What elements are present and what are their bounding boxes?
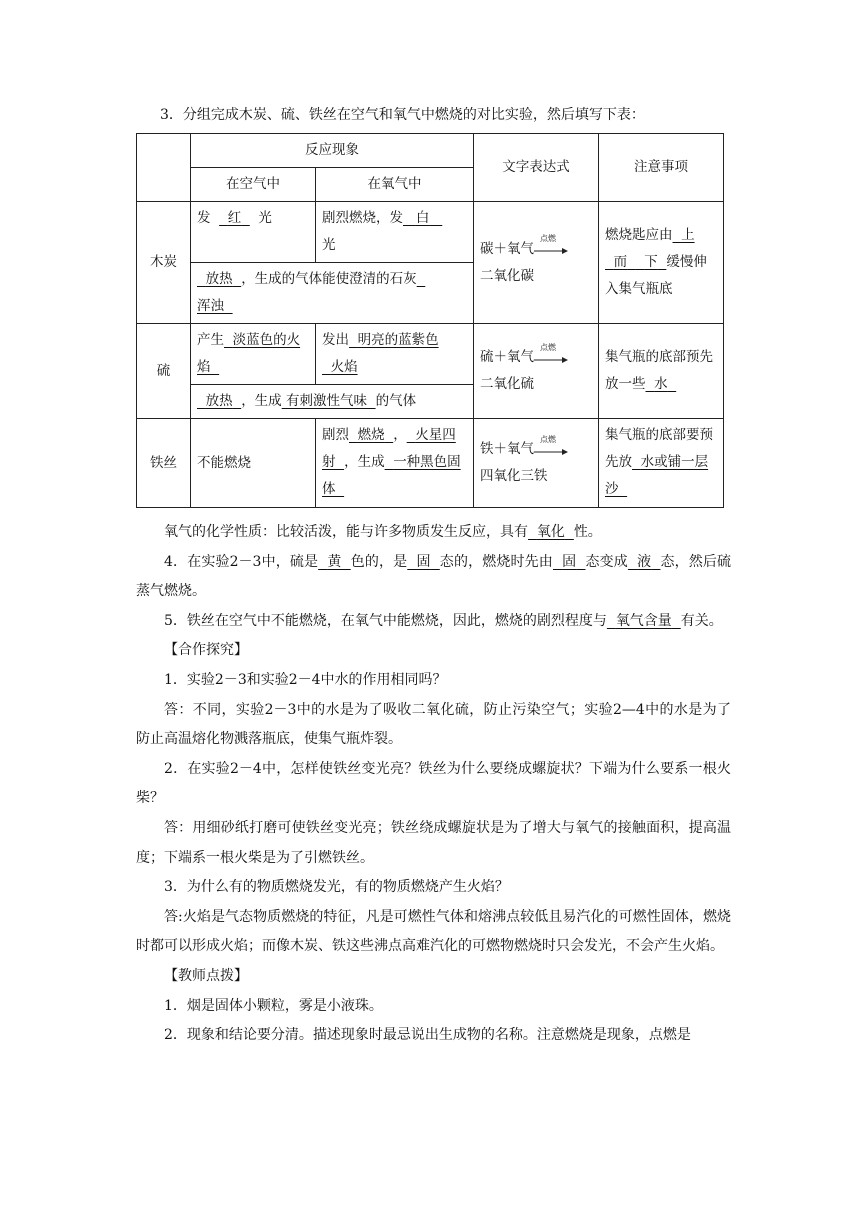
sulfur-bottom-cell: 放热 ，生成 有刺激性气味 的气体 <box>191 385 474 419</box>
teacher-heading: 【教师点拨】 <box>164 967 248 984</box>
arrow-icon: 点燃 <box>534 444 568 456</box>
coop-heading: 【合作探究】 <box>164 642 248 659</box>
header-phenomenon: 反应现象 <box>191 134 474 168</box>
sulfur-note-cell: 集气瓶的底部预先放一些 水 <box>599 324 724 419</box>
sulfur-equation-cell: 硫＋氧气 点燃 二氧化硫 <box>474 324 599 419</box>
teacher-point-2: 2．现象和结论要分清。描述现象时最忌说出生成物的名称。注意燃烧是现象，点燃是 <box>164 1027 691 1044</box>
arrow-icon: 点燃 <box>534 243 568 255</box>
intro-text: 3．分组完成木炭、硫、铁丝在空气和氧气中燃烧的对比实验，然后填写下表： <box>160 107 645 123</box>
question-1: 1．实验2－3和实验2－4中水的作用相同吗？ <box>164 671 447 688</box>
chem-property-paragraph: 氧气的化学性质：比较活泼，能与许多物质发生反应，具有 氧化 性。 <box>164 524 602 540</box>
row-name-sulfur: 硫 <box>137 324 191 419</box>
answer-1: 答：不同，实验2－3中的水是为了吸收二氧化硫，防止污染空气；实验2—4中的水是为了防止高温熔化物溅落瓶底，使集气瓶炸裂。 <box>136 701 731 748</box>
iron-equation-cell: 铁＋氧气 点燃 四氧化三铁 <box>474 419 599 508</box>
charcoal-equation-cell: 碳＋氧气 点燃 二氧化碳 <box>474 202 599 324</box>
question-3: 3．为什么有的物质燃烧发光，有的物质燃烧产生火焰？ <box>164 879 509 896</box>
sulfur-air-cell: 产生 淡蓝色的火焰 <box>191 324 316 385</box>
charcoal-note-cell: 燃烧匙应由 上 而 下 缓慢伸入集气瓶底 <box>599 202 724 324</box>
row-name-charcoal: 木炭 <box>137 202 191 324</box>
sulfur-oxygen-cell: 发出 明亮的蓝紫色 火焰 <box>316 324 474 385</box>
arrow-icon: 点燃 <box>534 352 568 364</box>
item-4-paragraph: 4．在实验2－3中，硫是 黄 色的，是 固 态的，燃烧时先由 固 态变成 液 态，然后硫蒸气燃烧。 <box>136 553 732 600</box>
teacher-point-1: 1．烟是固体小颗粒，雾是小液珠。 <box>164 997 383 1014</box>
iron-oxygen-cell: 剧烈 燃烧 ， 火星四射 ，生成 一种黑色固体 <box>316 419 474 508</box>
iron-note-cell: 集气瓶的底部要预先放 水或铺一层沙 <box>599 419 724 508</box>
row-name-iron-wire: 铁丝 <box>137 419 191 508</box>
charcoal-air-cell: 发 红 光 <box>191 202 316 263</box>
charcoal-bottom-cell: 放热 ，生成的气体能使澄清的石灰 浑浊 <box>191 263 474 324</box>
answer-2: 答：用细砂纸打磨可使铁丝变光亮；铁丝绕成螺旋状是为了增大与氧气的接触面积，提高温度；下端系一根火柴是为了引燃铁丝。 <box>136 819 731 866</box>
comparison-table <box>136 133 724 508</box>
table-corner <box>137 134 191 202</box>
header-in-oxygen: 在氧气中 <box>316 168 474 202</box>
body-text <box>136 518 731 1051</box>
item-5-paragraph: 5．铁丝在空气中不能燃烧，在氧气中能燃烧，因此，燃烧的剧烈程度与 氧气含量 有关。 <box>164 612 723 629</box>
question-2: 2．在实验2－4中，怎样使铁丝变光亮？铁丝为什么要绕成螺旋状？下端为什么要系一根火柴？ <box>136 760 731 807</box>
charcoal-oxygen-cell: 剧烈燃烧，发 白 光 <box>316 202 474 263</box>
iron-air-cell: 不能燃烧 <box>191 419 316 508</box>
header-equation: 文字表达式 <box>474 134 599 202</box>
header-notes: 注意事项 <box>599 134 724 202</box>
answer-3: 答:火焰是气态物质燃烧的特征，凡是可燃性气体和熔沸点较低且易汽化的可燃性固体，燃烧时都可以形成火焰；而像木炭、铁这些沸点高难汽化的可燃物燃烧时只会发光，不会产生火焰。 <box>136 908 731 955</box>
header-in-air: 在空气中 <box>191 168 316 202</box>
